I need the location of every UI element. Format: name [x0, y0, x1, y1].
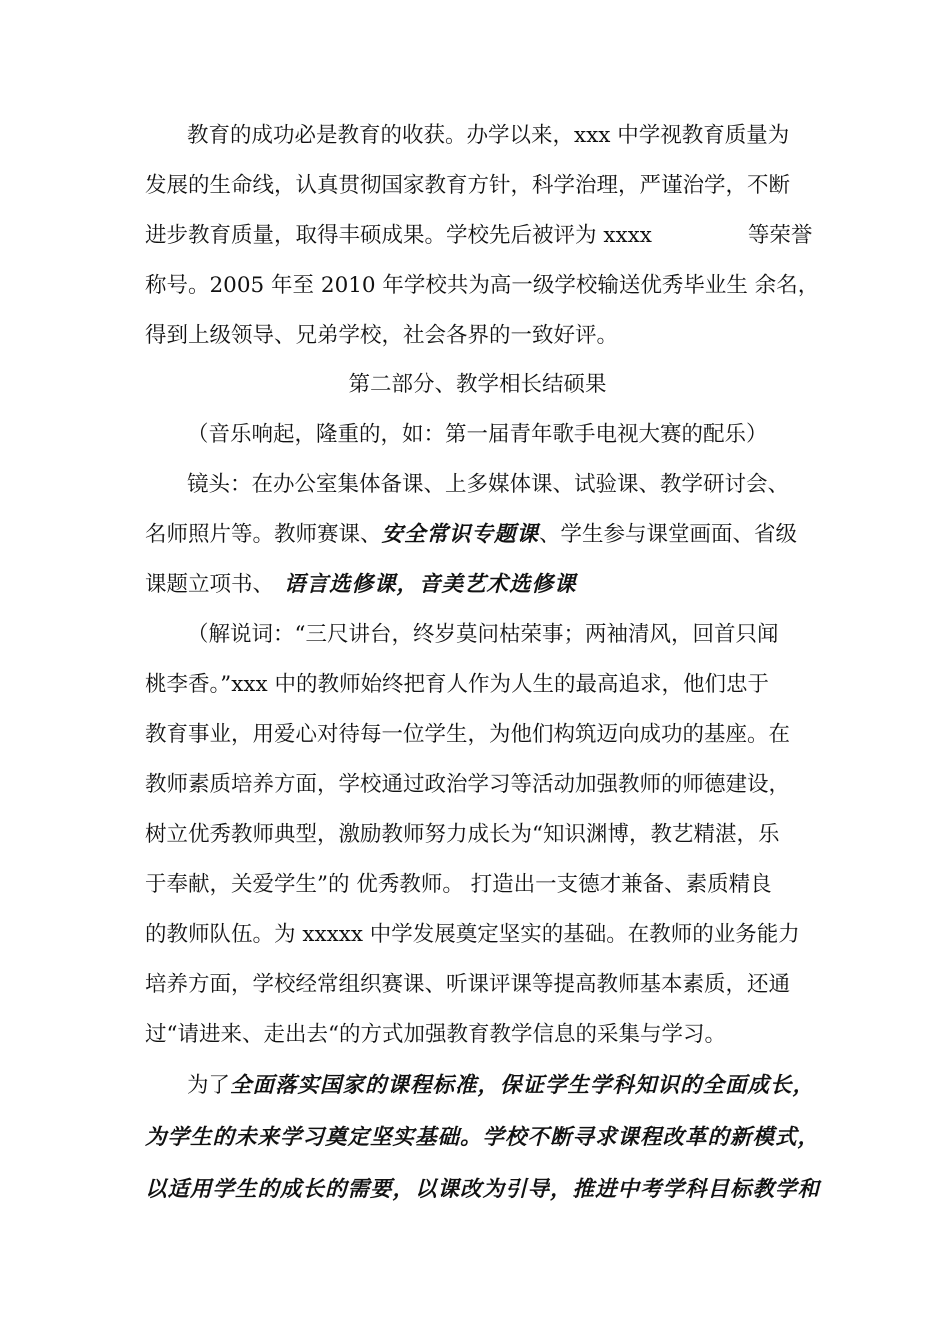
para1-line2: 发展的生命线，认真贯彻国家教育方针，科学治理，严谨治学，不断	[145, 173, 791, 198]
music-note: （音乐响起，隆重的，如：第一届青年歌手电视大赛的配乐）	[187, 422, 768, 447]
section-title: 第二部分、教学相长结硕果	[348, 372, 607, 397]
final-line2: 为学生的未来学习奠定坚实基础。学校不断寻求课程改革的新模式，	[145, 1125, 821, 1150]
para1-line4: 称号。2005 年至 2010 年学校共为高一级学校输送优秀毕业生 余名，	[145, 273, 820, 298]
para1-line1: 教育的成功必是教育的收获。办学以来，xxx 中学视教育质量为	[187, 123, 790, 148]
narration-line7: 的教师队伍。为 xxxxx 中学发展奠定坚实的基础。在教师的业务能力	[145, 922, 800, 947]
shots-line2-a: 名师照片等。教师赛课、	[145, 522, 382, 547]
narration-line6: 于奉献，关爱学生”的 优秀教师。 打造出一支德才兼备、素质精良	[145, 872, 772, 897]
shots-line3-bold: 语言选修课，音美艺术选修课	[284, 572, 577, 597]
narration-line8: 培养方面，学校经常组织赛课、听课评课等提高教师基本素质，还通	[145, 972, 791, 997]
narration-line2: 桃李香。”xxx 中的教师始终把育人作为人生的最高追求，他们忠于	[145, 672, 769, 697]
narration-line9: 过“请进来、走出去“的方式加强教育教学信息的采集与学习。	[145, 1022, 726, 1047]
final-line3: 以适用学生的成长的需要，以课改为引导，推进中考学科目标教学和	[145, 1177, 821, 1202]
para1-line5: 得到上级领导、兄弟学校，社会各界的一致好评。	[145, 323, 619, 348]
para1-line3	[145, 221, 813, 251]
shots-line2-c: 、学生参与课堂画面、省级	[539, 522, 798, 547]
narration-line3: 教育事业，用爱心对待每一位学生，为他们构筑迈向成功的基座。在	[145, 722, 791, 747]
narration-line1: （解说词：“三尺讲台，终岁莫问枯荣事；两袖清风，回首只闻	[187, 622, 779, 647]
shots-line3-a: 课题立项书、	[145, 572, 275, 597]
final-line1-bold: 全面落实国家的课程标准，保证学生学科知识的全面成长，	[230, 1073, 816, 1098]
narration-line5: 树立优秀教师典型，激励教师努力成长为“知识渊博，教艺精湛，乐	[145, 822, 780, 847]
final-line1-a: 为了	[187, 1073, 231, 1098]
shots-line3	[145, 570, 810, 600]
shots-line1: 镜头：在办公室集体备课、上多媒体课、试验课、教学研讨会、	[187, 472, 790, 497]
para1-line3-text: 进步教育质量，取得丰硕成果。学校先后被评为 xxxx	[145, 223, 652, 248]
shots-line2	[145, 520, 810, 550]
para1-line3-end: 等荣誉	[747, 223, 813, 248]
final-line1	[187, 1071, 816, 1101]
shots-line2-bold: 安全常识专题课	[381, 522, 540, 547]
narration-line4: 教师素质培养方面，学校通过政治学习等活动加强教师的师德建设，	[145, 772, 791, 797]
